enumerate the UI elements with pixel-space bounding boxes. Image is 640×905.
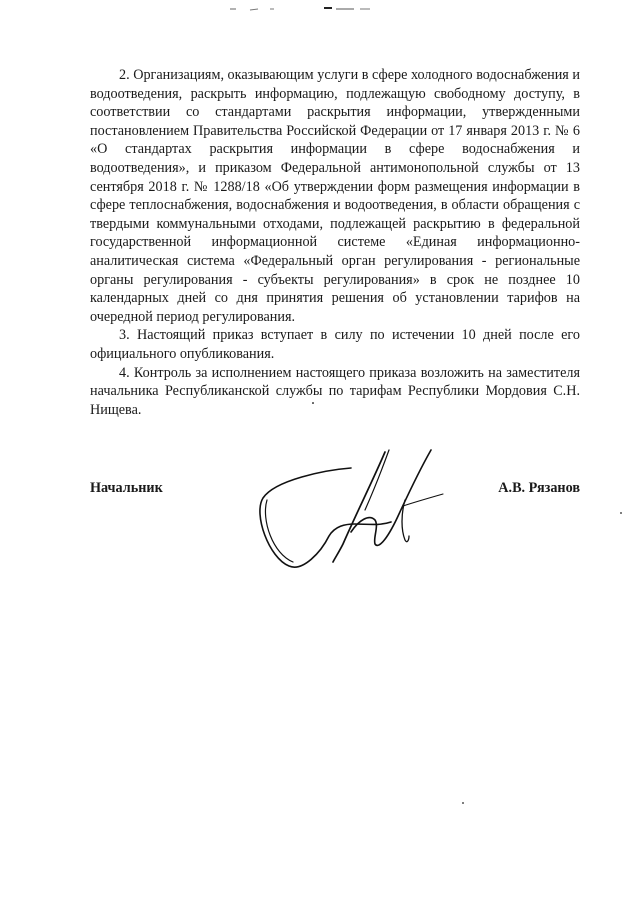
paragraph-2: 2. Организациям, оказывающим услуги в сфере холодного водоснабжения и водоотведения, раскрыть информацию, подлежащую свободному доступу, в соответствии со стандартами раскрытия информации, утвержденными постановлением Правительства Российской Федерации от 17 января 2013 г. № 6 «О стандартах раскрытия информации в сфере водоснабжения и водоотведения», и приказом Федеральной антимонопольной службы от 13 сентября 2018 г. № 1288/18 «Об утверждении форм размещения информации в сфере теплоснабжения, водоснабжения и водоотведения, в области обращения с твердыми коммунальными отходами, подлежащей раскрытию в федеральной государственной информационной системе «Единая информационно-аналитическая система «Федеральный орган регулирования - региональные органы регулирования - субъекты регулирования» в срок не позднее 10 календарных дней со дня принятия решения об установлении тарифов на очередной период регулирования. bbox=[90, 67, 580, 325]
paragraph-3: 3. Настоящий приказ вступает в силу по истечении 10 дней после его официального опубликования. bbox=[90, 327, 580, 362]
signatory-name: А.В. Рязанов bbox=[498, 480, 580, 496]
scan-artifact-marks bbox=[228, 4, 388, 14]
scan-speck bbox=[462, 802, 464, 804]
paragraph-4: 4. Контроль за исполнением настоящего приказа возложить на заместителя начальника Республиканской службы по тарифам Республики Мордовия С.Н. Нищева. bbox=[90, 364, 580, 418]
signatory-title: Начальник bbox=[90, 480, 163, 496]
document-body bbox=[90, 66, 580, 419]
scan-speck bbox=[312, 402, 314, 404]
handwritten-signature bbox=[255, 440, 455, 590]
scan-speck bbox=[620, 512, 622, 514]
